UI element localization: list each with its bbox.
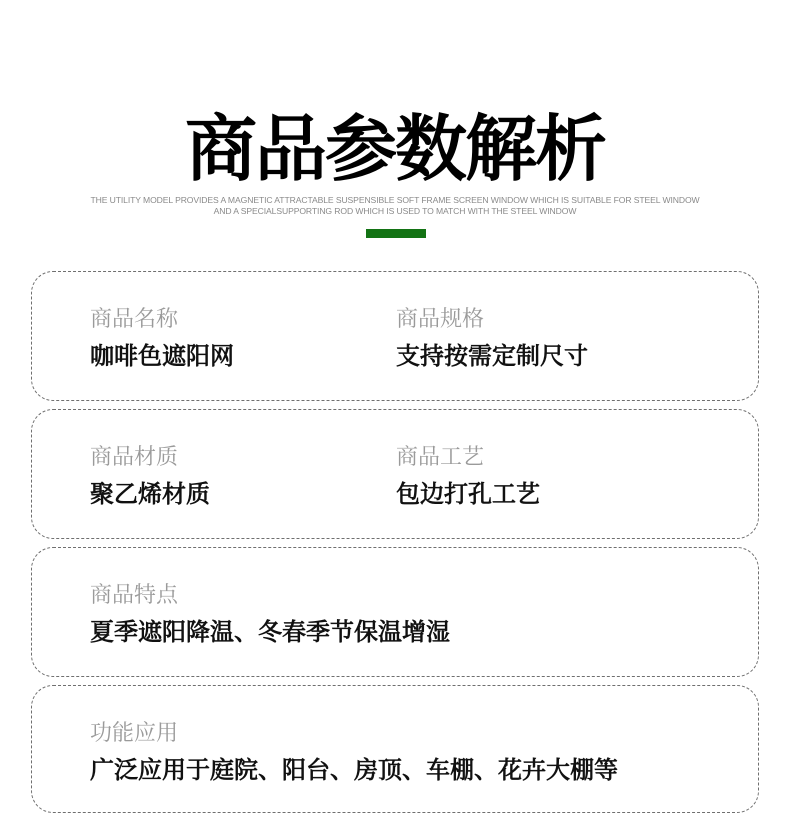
param-card-material-craft xyxy=(31,409,759,539)
param-usage xyxy=(90,720,618,785)
param-usage-label: 功能应用 xyxy=(90,721,179,746)
param-material-value: 聚乙烯材质 xyxy=(90,480,210,508)
page-subtitle xyxy=(60,195,730,216)
param-craft xyxy=(396,444,540,509)
param-name-label: 商品名称 xyxy=(90,307,179,332)
param-name xyxy=(90,306,234,371)
param-craft-label: 商品工艺 xyxy=(396,445,485,470)
param-name-value: 咖啡色遮阳网 xyxy=(90,342,234,370)
param-spec-label: 商品规格 xyxy=(396,307,485,332)
param-usage-value: 广泛应用于庭院、阳台、房顶、车棚、花卉大棚等 xyxy=(90,756,618,784)
subtitle-line-2: AND A SPECIALSUPPORTING ROD WHICH IS USED TO MATCH WITH THE STEEL WINDOW xyxy=(213,205,577,216)
param-material xyxy=(90,444,210,509)
subtitle-line-1: THE UTILITY MODEL PROVIDES A MAGNETIC ATTRACTABLE SUSPENSIBLE SOFT FRAME SCREEN WINDOW WHICH IS SUITABLE FOR STEEL WINDOW xyxy=(90,195,700,205)
param-spec-value: 支持按需定制尺寸 xyxy=(396,342,588,370)
param-feature xyxy=(90,582,450,647)
param-craft-value: 包边打孔工艺 xyxy=(396,480,540,508)
page-title: 商品参数解析 xyxy=(184,107,605,191)
param-feature-label: 商品特点 xyxy=(90,583,179,608)
param-card-usage xyxy=(31,685,759,813)
param-feature-value: 夏季遮阳降温、冬春季节保温增湿 xyxy=(90,618,450,646)
param-card-feature xyxy=(31,547,759,677)
param-material-label: 商品材质 xyxy=(90,445,179,470)
param-spec xyxy=(396,306,588,371)
param-card-name-spec xyxy=(31,271,759,401)
accent-divider xyxy=(366,229,426,238)
